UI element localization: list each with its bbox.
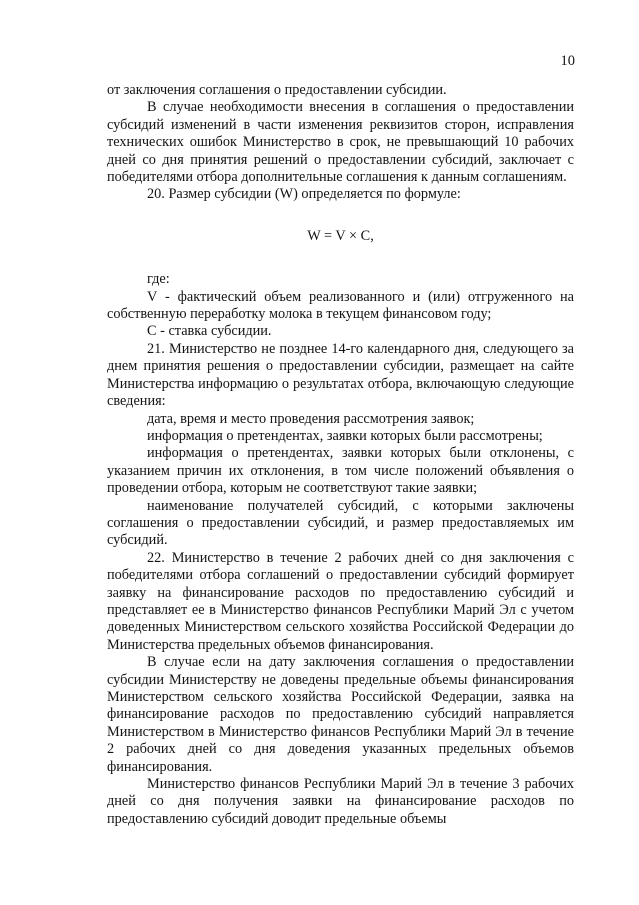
paragraph: C - ставка субсидии.: [147, 323, 272, 340]
formula: W = V × C,: [307, 227, 374, 244]
paragraph-clause-21: 21. Министерство не позднее 14-го календарного дня, следующего за днем принятия решения о предоставлении субсидии, размещает на сайте Министерства информацию о результатах отбора, включающую следующие сведения:: [107, 340, 574, 410]
page-number: 10: [560, 53, 575, 69]
paragraph: от заключения соглашения о предоставлении субсидии.: [107, 82, 447, 98]
paragraph-clause-20: 20. Размер субсидии (W) определяется по формуле:: [147, 186, 461, 203]
list-item: информация о претендентах, заявки которых были отклонены, с указанием причин их отклонения, в том числе положений объявления о проведении отбора, которым не соответствуют такие заявки;: [107, 445, 574, 497]
paragraph: В случае необходимости внесения в соглашения о предоставлении субсидий изменений в части изменения реквизитов сторон, исправления технических ошибок Министерство в срок, не превышающий 10 рабочих дней со дня принятия решений о предоставлении субсидий, заключает с победителями отбора дополнительные соглашения к данным соглашениям.: [107, 99, 574, 186]
paragraph: где:: [147, 271, 170, 288]
list-item: наименование получателей субсидий, с которыми заключены соглашения о предоставлении субсидий, и размер предоставляемых им субсидий.: [107, 497, 574, 549]
list-item: дата, время и место проведения рассмотрения заявок;: [147, 410, 475, 427]
list-item: информация о претендентах, заявки которых были рассмотрены;: [147, 427, 543, 444]
document-body: [107, 82, 574, 828]
paragraph: V - фактический объем реализованного и (или) отгруженного на собственную переработку молока в текущем финансовом году;: [107, 288, 574, 323]
paragraph-clause-22: 22. Министерство в течение 2 рабочих дней со дня заключения с победителями отбора соглашений о предоставлении субсидий формирует заявку на финансирование расходов по предоставлению субсидий и представляет ее в Министерство финансов Республики Марий Эл с учетом доведенных Министерством сельского хозяйства Российской Федерации до Министерства предельных объемов финансирования.: [107, 549, 574, 653]
paragraph: Министерство финансов Республики Марий Эл в течение 3 рабочих дней со дня получения заявки на финансирование расходов по предоставлению субсидий доводит предельные объемы: [107, 776, 574, 827]
paragraph: В случае если на дату заключения соглашения о предоставлении субсидии Министерству не доведены предельные объемы финансирования Министерством сельского хозяйства Российской Федерации, заявка на финансирование расходов по предоставлению субсидий направляется Министерством в Министерство финансов Республики Марий Эл в течение 2 рабочих дней со дня доведения указанных предельных объемов финансирования.: [107, 654, 574, 775]
